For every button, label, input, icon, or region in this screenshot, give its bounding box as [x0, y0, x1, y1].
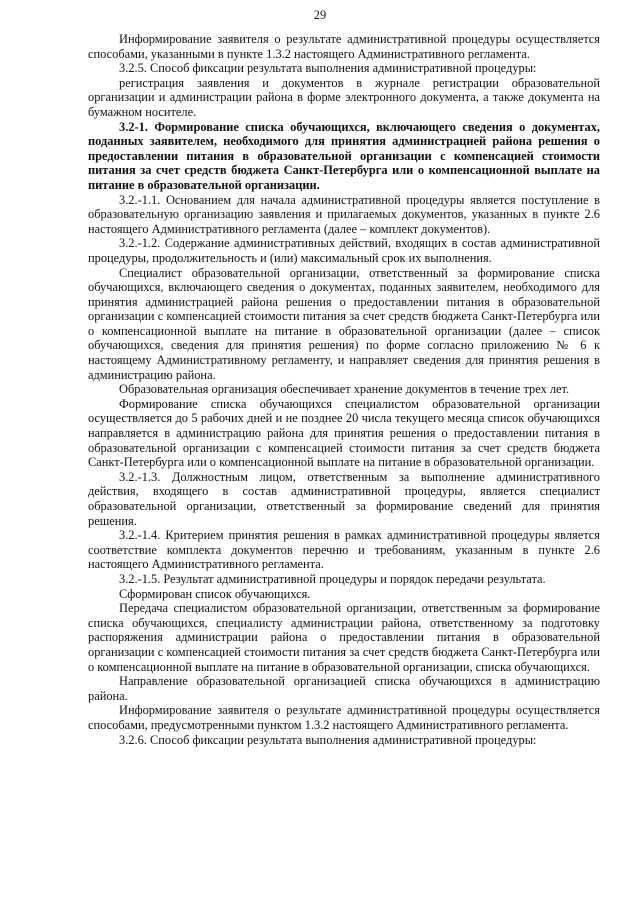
paragraph: Информирование заявителя о результате административной процедуры осуществляется способами, указанными в пункте 1.3.2 настоящего Административного регламента. — [88, 32, 600, 61]
paragraph: Сформирован список обучающихся. — [119, 586, 311, 601]
paragraph: 3.2.-1.5. Результат административной процедуры и порядок передачи результата. — [119, 571, 546, 586]
paragraph: 3.2.-1.3. Должностным лицом, ответственным за выполнение административного действия, входящего в состав административной процедуры, является специалист образовательной организации, ответственный за формирование сведений для принятия решения. — [88, 469, 600, 528]
section-heading: 3.2-1. Формирование списка обучающихся, включающего сведения о документах, поданных заявителем, необходимого для принятия администрацией района решения о предоставлении питания в образовательной организации с компенсацией стоимости питания за счет средств бюджета Санкт-Петербурга или о компенсационной выплате на питание в образовательной организации. — [88, 119, 600, 192]
paragraph: Передача специалистом образовательной организации, ответственным за формирование списка обучающихся, специалисту администрации района, ответственному за подготовку распоряжения администрации района о предоставлении питания в образовательной организации с компенсацией стоимости питания за счет средств бюджета Санкт-Петербурга или о компенсационной выплате на питание в образовательной организации, списка обучающихся. — [88, 601, 600, 674]
paragraph: Формирование списка обучающихся специалистом образовательной организации осуществляется до 5 рабочих дней и не позднее 20 числа текущего месяца список обучающихся направляется в администрацию района для принятия решения о предоставлении питания в образовательной организации с компенсацией стоимости питания за счет средств бюджета Санкт-Петербурга или о компенсационной выплате на питание в образовательной организации. — [88, 396, 600, 470]
paragraph: 3.2.-1.1. Основанием для начала административной процедуры является поступление в образовательную организацию заявления и прилагаемых документов, указанных в пункте 2.6 настоящего Административного регламента (далее – комплект документов). — [88, 192, 600, 236]
paragraph: Образовательная организация обеспечивает хранение документов в течение трех лет. — [119, 382, 570, 397]
paragraph: Информирование заявителя о результате административной процедуры осуществляется способами, предусмотренными пунктом 1.3.2 настоящего Административного регламента. — [88, 703, 600, 732]
paragraph: регистрация заявления и документов в журнале регистрации образовательной организации и администрации района в форме электронного документа, а также документа на бумажном носителе. — [88, 75, 600, 119]
paragraph: Специалист образовательной организации, ответственный за формирование списка обучающихся, включающего сведения о документах, поданных заявителем, необходимого для принятия администрацией района решения о предоставлении питания в образовательной организации с компенсацией стоимости питания за счет средств бюджета Санкт-Петербурга или о компенсационной выплате на питание в образовательной организации (далее – список обучающихся, сведения для принятия решения) по форме согласно приложению № 6 к настоящему Административному регламенту, и направляет сведения для принятия решения в администрацию района. — [88, 265, 600, 382]
paragraph: Направление образовательной организацией списка обучающихся в администрацию района. — [88, 674, 600, 703]
paragraph: 3.2.5. Способ фиксации результата выполнения административной процедуры: — [119, 61, 537, 76]
paragraph: 3.2.-1.4. Критерием принятия решения в рамках административной процедуры является соответствие комплекта документов перечню и требованиям, указанным в пункте 2.6 настоящего Административного регламента. — [88, 528, 600, 572]
paragraph: 3.2.6. Способ фиксации результата выполнения административной процедуры: — [119, 732, 537, 747]
document-body — [88, 32, 600, 747]
page-number: 29 — [313, 8, 327, 22]
paragraph: 3.2.-1.2. Содержание административных действий, входящих в состав административной процедуры, продолжительность и (или) максимальный срок их выполнения. — [88, 236, 600, 265]
